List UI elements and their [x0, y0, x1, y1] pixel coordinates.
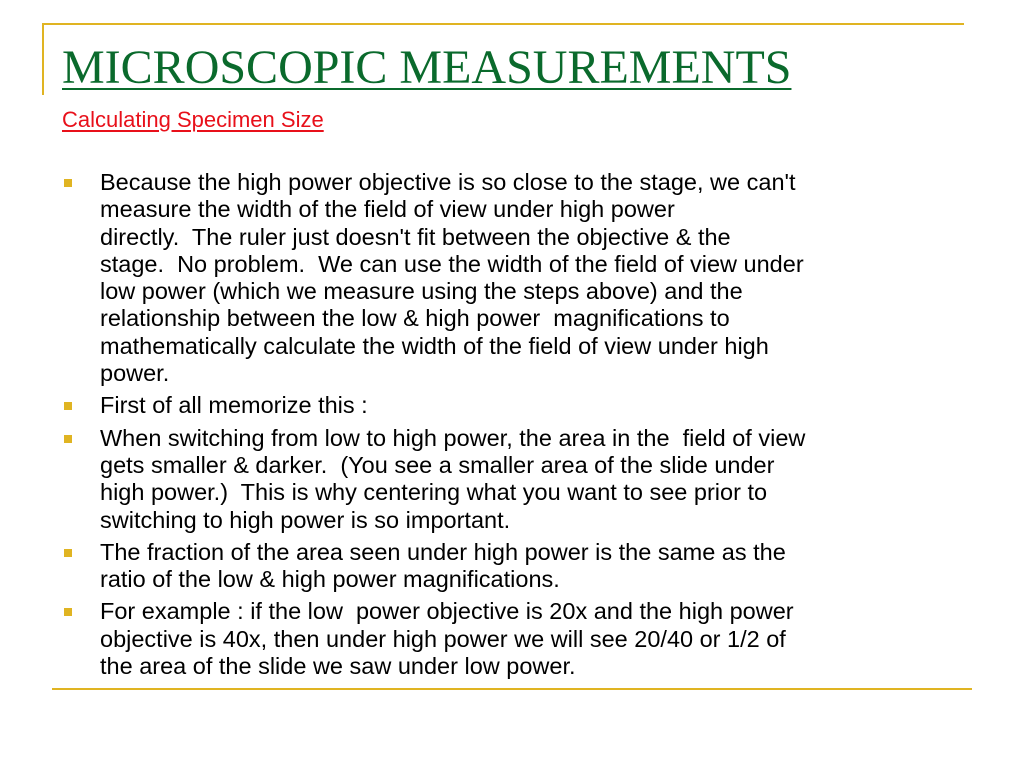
text-line: First of all memorize this :	[100, 392, 368, 419]
bullet-text	[100, 425, 962, 534]
text-line: When switching from low to high power, the area in the field of view	[100, 424, 806, 451]
text-line: directly. The ruler just doesn't fit between the objective & the	[100, 223, 731, 250]
top-rule	[42, 23, 964, 25]
bullet-item	[62, 425, 962, 534]
bottom-rule	[52, 688, 972, 690]
text-line: stage. No problem. We can use the width of the field of view under	[100, 250, 804, 277]
text-line: relationship between the low & high power magnifications to	[100, 305, 730, 332]
bullet-text	[100, 598, 962, 680]
bullet-item	[62, 598, 962, 680]
bullet-list	[62, 169, 962, 685]
square-bullet-icon	[64, 608, 72, 616]
slide-title: MICROSCOPIC MEASUREMENTS	[62, 41, 792, 94]
text-line: measure the width of the field of view under high power	[100, 196, 675, 223]
square-bullet-icon	[64, 435, 72, 443]
text-line: For example : if the low power objective is 20x and the high power	[100, 598, 794, 625]
bullet-text	[100, 539, 962, 594]
square-bullet-icon	[64, 549, 72, 557]
text-line: Because the high power objective is so close to the stage, we can't	[100, 169, 796, 195]
square-bullet-icon	[64, 179, 72, 187]
bullet-item	[62, 539, 962, 594]
square-bullet-icon	[64, 402, 72, 410]
bullet-item	[62, 392, 962, 419]
left-rule	[42, 23, 44, 95]
bullet-text	[100, 169, 962, 387]
text-line: mathematically calculate the width of the field of view under high	[100, 332, 769, 359]
text-line: objective is 40x, then under high power we will see 20/40 or 1/2 of	[100, 625, 786, 652]
text-line: switching to high power is so important.	[100, 506, 511, 533]
text-line: ratio of the low & high power magnifications.	[100, 566, 560, 593]
text-line: the area of the slide we saw under low power.	[100, 653, 576, 680]
bullet-text	[100, 392, 962, 419]
slide-subtitle: Calculating Specimen Size	[62, 107, 324, 132]
bullet-item	[62, 169, 962, 387]
text-line: The fraction of the area seen under high power is the same as the	[100, 538, 786, 565]
text-line: low power (which we measure using the steps above) and the	[100, 278, 743, 305]
text-line: power.	[100, 360, 170, 387]
text-line: high power.) This is why centering what you want to see prior to	[100, 479, 768, 506]
text-line: gets smaller & darker. (You see a smaller area of the slide under	[100, 451, 775, 478]
